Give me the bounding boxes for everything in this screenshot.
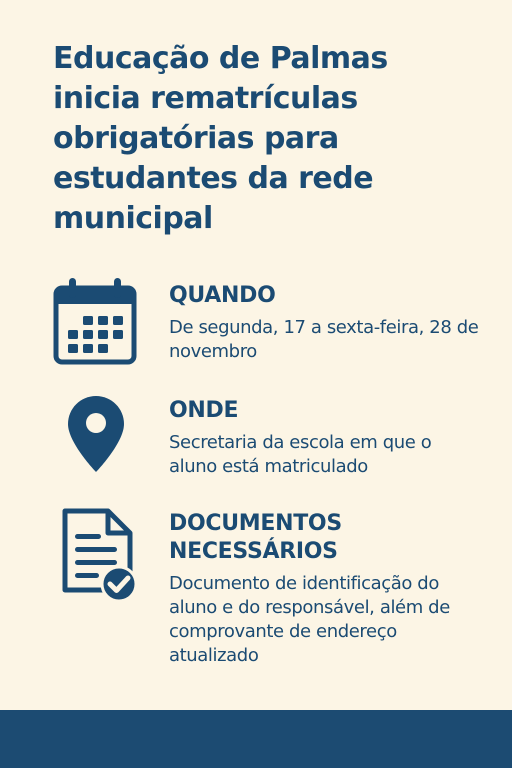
section-text-where: Secretaria da escola em que o aluno está matriculado — [169, 432, 432, 477]
document-check-icon — [60, 508, 140, 604]
page-title: Educação de Palmas inicia rematrículas obrigatórias para estudantes da rede municipal — [53, 41, 388, 236]
calendar-icon — [53, 278, 137, 366]
location-pin-icon — [68, 396, 124, 472]
footer-bar — [0, 710, 512, 768]
section-heading-documents: DOCUMENTOS NECESSÁRIOS — [169, 511, 342, 564]
section-heading-where: ONDE — [169, 398, 239, 423]
section-text-when: De segunda, 17 a sexta-feira, 28 de novembro — [169, 317, 479, 362]
section-text-documents: Documento de identificação do aluno e do responsável, além de comprovante de endereço atualizado — [169, 573, 450, 666]
section-heading-when: QUANDO — [169, 283, 276, 308]
